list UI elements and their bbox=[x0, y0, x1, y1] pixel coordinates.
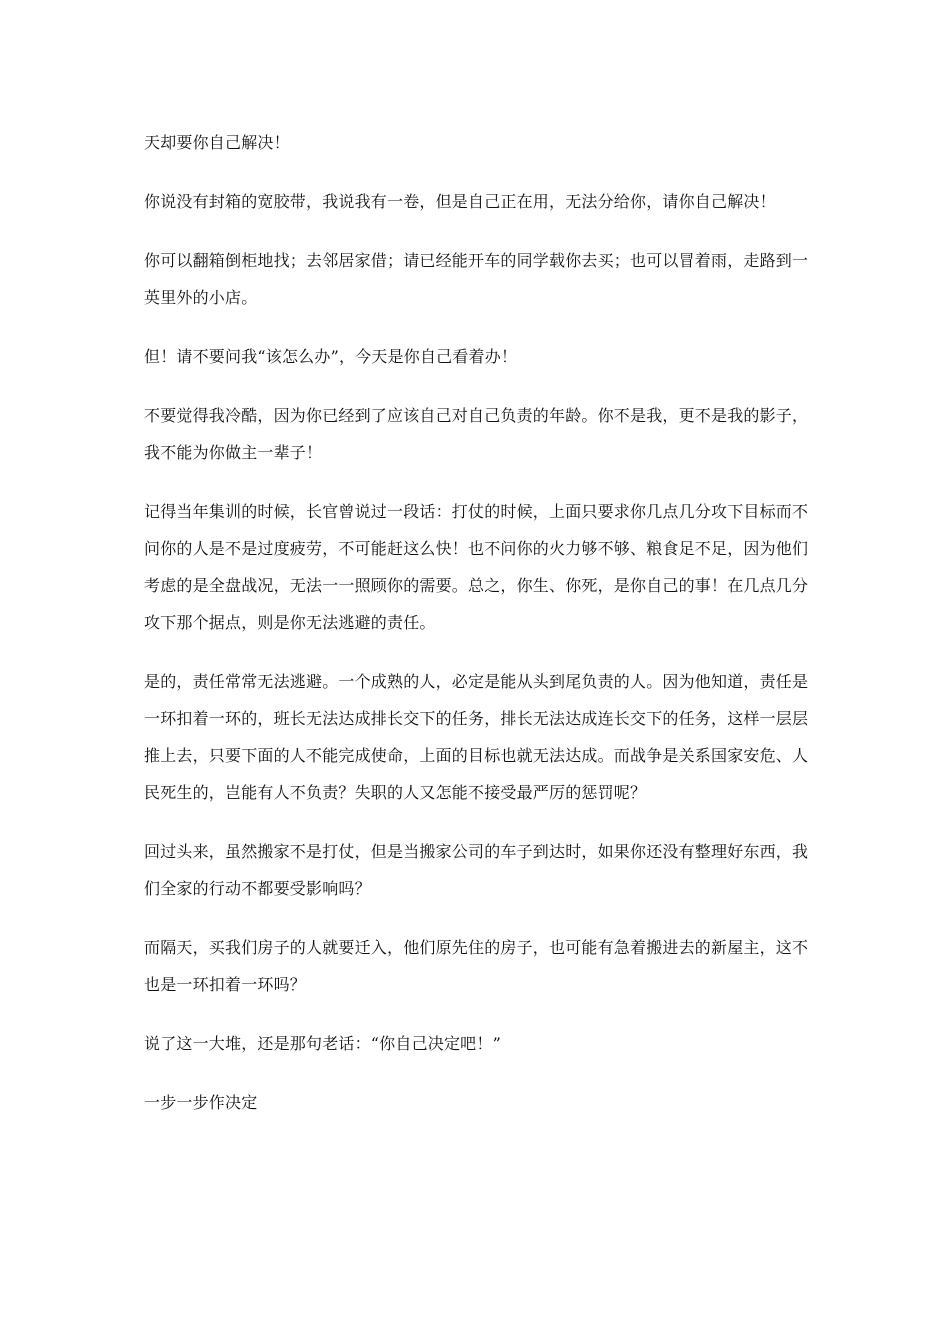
document-body bbox=[144, 124, 824, 1121]
paragraph-7: 是的，责任常常无法逃避。一个成熟的人，必定是能从头到尾负责的人。因为他知道，责任是一环扣着一环的，班长无法达成排长交下的任务，排长无法达成连长交下的任务，这样一层层推上去，只要下面的人不能完成使命，上面的目标也就无法达成。而战争是关系国家安危、人民死生的，岂能有人不负责？失职的人又怎能不接受最严厉的惩罚呢？ bbox=[144, 672, 809, 802]
paragraph-5: 不要觉得我冷酷，因为你已经到了应该自己对自己负责的年龄。你不是我，更不是我的影子，我不能为你做主一辈子！ bbox=[144, 406, 809, 462]
paragraph-1: 天却要你自己解决！ bbox=[144, 133, 290, 152]
paragraph-4: 但！请不要问我“该怎么办”，今天是你自己看着办！ bbox=[144, 347, 518, 366]
paragraph-10: 说了这一大堆，还是那句老话：“你自己决定吧！” bbox=[144, 1034, 501, 1053]
paragraph-6: 记得当年集训的时候，长官曾说过一段话：打仗的时候，上面只要求你几点几分攻下目标而不问你的人是不是过度疲劳，不可能赶这么快！也不问你的火力够不够、粮食足不足，因为他们考虑的是全盘战况，无法一一照顾你的需要。总之，你生、你死，是你自己的事！在几点几分攻下那个据点，则是你无法逃避的责任。 bbox=[144, 502, 809, 632]
paragraph-9: 而隔天，买我们房子的人就要迁入，他们原先住的房子，也可能有急着搬进去的新屋主，这不也是一环扣着一环吗？ bbox=[144, 938, 809, 994]
paragraph-2: 你说没有封箱的宽胶带，我说我有一卷，但是自己正在用，无法分给你，请你自己解决！ bbox=[144, 192, 776, 211]
section-heading: 一步一步作决定 bbox=[144, 1093, 258, 1112]
paragraph-8: 回过头来，虽然搬家不是打仗，但是当搬家公司的车子到达时，如果你还没有整理好东西，我们全家的行动不都要受影响吗？ bbox=[144, 842, 809, 898]
paragraph-3: 你可以翻箱倒柜地找；去邻居家借；请已经能开车的同学载你去买；也可以冒着雨，走路到一英里外的小店。 bbox=[144, 251, 809, 307]
